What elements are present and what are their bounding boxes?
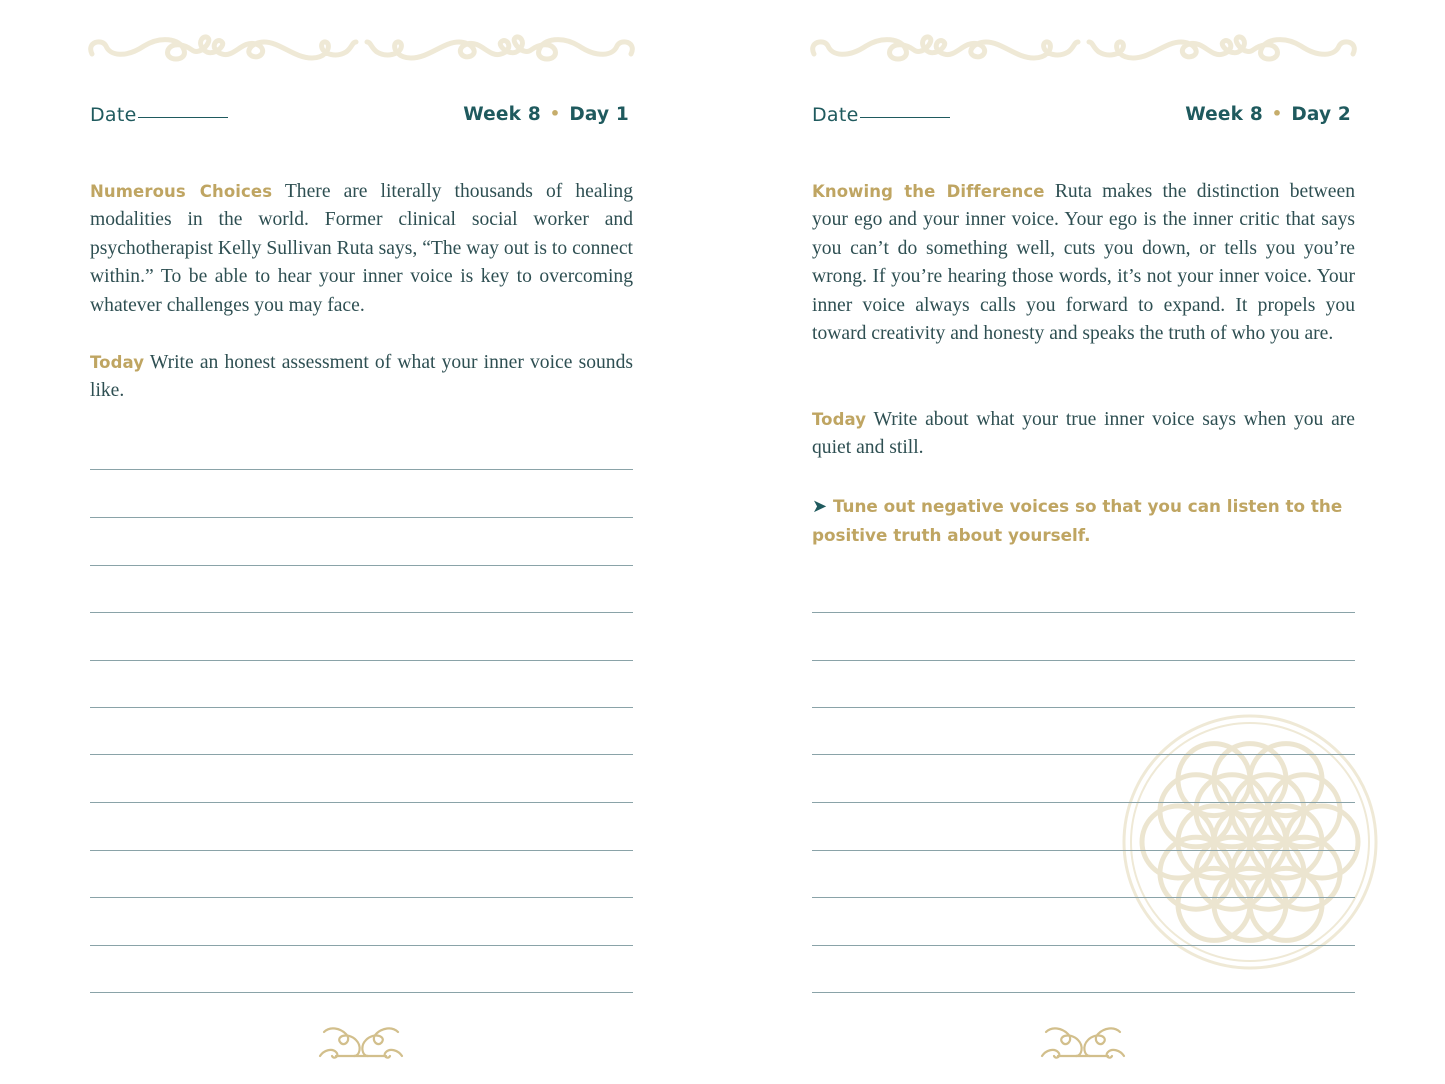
writing-line[interactable]	[90, 802, 633, 803]
writing-line[interactable]	[812, 612, 1355, 613]
left-page	[0, 0, 722, 1084]
scroll-flourish-icon	[84, 32, 639, 72]
writing-line[interactable]	[812, 992, 1355, 993]
writing-line[interactable]	[90, 897, 633, 898]
week-day-label	[463, 104, 629, 125]
prompt-text: Write about what your true inner voice says when you are quiet and still.	[812, 409, 1356, 459]
page-header	[90, 104, 632, 132]
writing-line[interactable]	[812, 660, 1355, 661]
intro-text: Ruta makes the distinction between your ego and your inner voice. Your ego is the inner critic that says you can’t do something well, cuts you down, or tells you you’re wrong. If you’re hearing those words, it’s not your inner voice. Your inner voice always calls you forward to expand. It propels you toward creativity and honesty and speaks the truth of who you are.	[812, 181, 1355, 345]
writing-line[interactable]	[812, 850, 1355, 851]
writing-line[interactable]	[812, 707, 1355, 708]
prompt-paragraph	[812, 406, 1355, 463]
prompt-label: Today	[90, 353, 145, 372]
prompt-label: Today	[812, 410, 867, 429]
writing-line[interactable]	[90, 754, 633, 755]
right-page	[722, 0, 1444, 1084]
writing-line[interactable]	[812, 754, 1355, 755]
intro-paragraph	[812, 178, 1355, 348]
flower-of-life-icon	[1120, 712, 1380, 972]
writing-line[interactable]	[90, 992, 633, 993]
writing-line[interactable]	[812, 897, 1355, 898]
intro-paragraph	[90, 178, 633, 320]
tip-callout	[812, 492, 1355, 550]
swirl-flourish-icon	[316, 1022, 406, 1062]
week-number: Week 8	[463, 104, 541, 125]
writing-line[interactable]	[90, 565, 633, 566]
intro-label: Numerous Choices	[90, 182, 273, 201]
writing-line[interactable]	[90, 660, 633, 661]
prompt-text: Write an honest assessment of what your inner voice sounds like.	[90, 352, 634, 402]
writing-line[interactable]	[90, 517, 633, 518]
separator-dot-icon: •	[549, 104, 561, 123]
writing-line[interactable]	[812, 945, 1355, 946]
arrow-right-icon: ➤	[812, 496, 828, 517]
writing-line[interactable]	[90, 469, 633, 470]
day-number: Day 2	[1291, 104, 1351, 125]
date-field[interactable]	[90, 104, 228, 126]
intro-label: Knowing the Difference	[812, 182, 1045, 201]
writing-line[interactable]	[90, 945, 633, 946]
week-number: Week 8	[1185, 104, 1263, 125]
page-header	[812, 104, 1354, 132]
tip-text: Tune out negative voices so that you can listen to the positive truth about yourself.	[812, 496, 1343, 546]
date-label: Date	[812, 104, 859, 126]
date-label: Date	[90, 104, 137, 126]
writing-line[interactable]	[812, 802, 1355, 803]
date-field[interactable]	[812, 104, 950, 126]
intro-text: There are literally thousands of healing modalities in the world. Former clinical social worker and psychotherapist Kelly Sullivan Ruta says, “The way out is to connect within.” To be able to hear your inner voice is key to overcoming whatever challenges you may face.	[90, 181, 633, 316]
swirl-flourish-icon	[1038, 1022, 1128, 1062]
prompt-paragraph	[90, 349, 633, 406]
date-blank-line[interactable]	[860, 117, 950, 118]
date-blank-line[interactable]	[138, 117, 228, 118]
separator-dot-icon: •	[1271, 104, 1283, 123]
scroll-flourish-icon	[806, 32, 1361, 72]
writing-line[interactable]	[90, 612, 633, 613]
writing-line[interactable]	[90, 850, 633, 851]
day-number: Day 1	[569, 104, 629, 125]
writing-line[interactable]	[90, 707, 633, 708]
week-day-label	[1185, 104, 1351, 125]
